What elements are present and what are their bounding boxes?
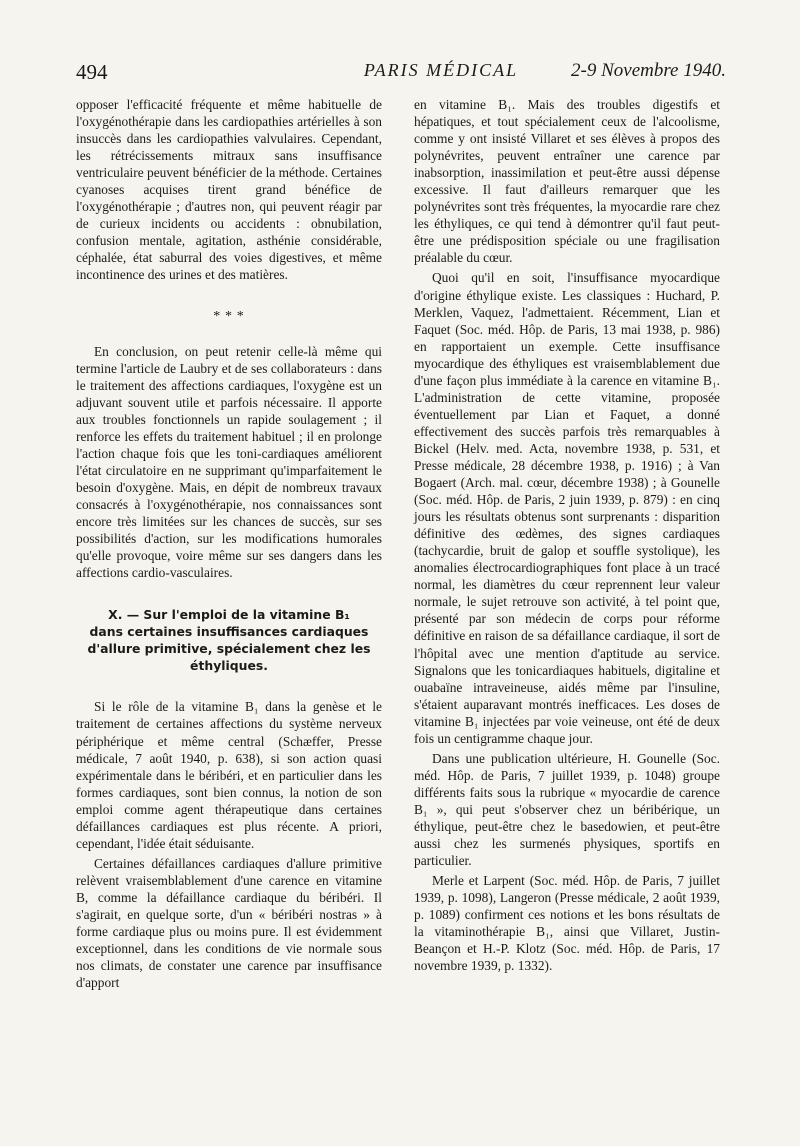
heading-line: d'allure primitive, spécialement chez les: [87, 640, 371, 656]
issue-date: 2-9 Novembre 1940.: [571, 60, 726, 81]
right-column: [414, 96, 720, 974]
section-separator: * * *: [213, 308, 245, 324]
paragraph: opposer l'efficacité fréquente et même habituelle de l'oxygénothérapie dans les cardiopathies artérielles à son insuccès dans les cardiopathies valvulaires. Cependant, les rétrécissements mitraux sans insuffisance ventriculaire peuvent bénéficier de la méthode. Certaines cyanoses acquises tirent grand bénéfice de l'oxygénothérapie ; d'autres non, qui peuvent réagir par de curieux incidents ou accidents : obnubilation, confusion mentale, agitation, asthénie considérable, céphalée, état saburral des voies digestives, et même incontinence des urines et des matières.: [76, 97, 382, 283]
paragraph: en vitamine B₁. Mais des troubles digestifs et hépatiques, et tout spécialement ceux de l'alcoolisme, comme y ont insisté Villaret et ses élèves à propos des polynévrites, peuvent entraîner une carence par inabsorption, inassimilation et peut-être aussi dépense excessive. Il faut d'ailleurs remarquer que les polynévrites sont très fréquentes, la myocardie rare chez les éthyliques, ce qui tend à démontrer qu'il faut peut-être une prédisposition spéciale ou une fragilisation préalable du cœur.: [414, 97, 720, 266]
page-number: 494: [76, 60, 108, 84]
paragraph: Quoi qu'il en soit, l'insuffisance myocardique d'origine éthylique existe. Les classiques : Huchard, P. Merklen, Vaquez, l'admettaient. Récemment, Lian et Faquet (Soc. méd. Hôp. de Paris, 13 mai 1938, p. 986) en rapportaient un exemple. Cette insuffisance myocardique des éthyliques est vraisemblablement due d'une façon plus immédiate à la carence en vitamine B₁. L'administration de cette vitamine, proposée éventuellement par Lian et Faquet, a donné effectivement des succès parfois très remarquables à Bickel (Helv. med. Acta, novembre 1938, p. 531, et Presse médicale, 28 décembre 1938, p. 1916) ; à Van Bogaert (Arch. mal. cœur, décembre 1938) ; à Gounelle (Soc. méd. Hôp. de Paris, 2 juin 1939, p. 879) : en cinq jours les résultats obtenus sont surprenants : disparition définitive des œdèmes, des signes cardiaques (tachycardie, bruit de galop et souffle systolique), les anomalies électrocardiographiques font place à un tracé normal, les diamètres du cœur reprennent leur valeur normale, le sujet retrouve son activité, à tel point que, présenté par son médecin de corps pour réforme définitive en raison de sa défaillance cardiaque, il sort de l'hôpital avec une mention d'aptitude au service. Signalons que les tonicardiaques habituels, digitaline et ouabaïne intraveineuse, aidés même par l'insuline, s'étaient auparavant montrés inefficaces. Les doses de vitamine B₁ injectées par voie veineuse, ont été de deux fois un centigramme chaque jour.: [414, 270, 720, 746]
section-heading: [76, 607, 382, 674]
paragraph: Si le rôle de la vitamine B₁ dans la genèse et le traitement de certaines affections du système nerveux périphérique et même central (Schæffer, Presse médicale, 7 août 1940, p. 638), si son action quasi expérimentale dans le béribéri, et en particulier dans les formes cardiaques, sont bien connus, la notion de son emploi comme agent thérapeutique dans certaines défaillances cardiaques est plus récente. A priori, cependant, l'idée était séduisante.: [76, 699, 382, 851]
paragraph: En conclusion, on peut retenir celle-là même qui termine l'article de Laubry et de ses collaborateurs : dans le traitement des affections cardiaques, l'oxygène est un adjuvant souvent utile et parfois nécessaire. Il apporte aux troubles fonctionnels un rapide soulagement ; il renforce les effets du traitement habituel ; il en prolonge l'action chaque fois que les toni-cardiaques améliorent l'état circulatoire en ne supprimant qu'imparfaitement le besoin d'oxygène. Mais, en dépit de nombreux travaux consacrés à l'oxygénothérapie, nos connaissances sont encore très limitées sur les chances de succès, sur ses possibilités d'action, sur les modifications humorales qu'elle provoque, voire même sur ses dangers dans les affections cardio-vasculaires.: [76, 343, 382, 581]
journal-title: PARIS MÉDICAL: [363, 60, 519, 80]
page-header: [76, 60, 726, 90]
paragraph: Dans une publication ultérieure, H. Gounelle (Soc. méd. Hôp. de Paris, 7 juillet 1939, p. 1048) groupe différents faits sous la rubrique « myocardie de carence B₁ », qui peut s'observer chez un béribérique, un éthylique, peut-être chez le basedowien, et peut-être aussi chez les surmenés physiques, sportifs en particulier.: [414, 750, 720, 869]
paragraph: Merle et Larpent (Soc. méd. Hôp. de Paris, 7 juillet 1939, p. 1098), Langeron (Presse médicale, 2 août 1939, p. 1089) confirment ces notions et les bons résultats de la vitaminothérapie B₁, ainsi que Villaret, Justin-Beançon et H.-P. Klotz (Soc. méd. Hôp. de Paris, 17 novembre 1939, p. 1332).: [414, 873, 720, 974]
left-column: [76, 96, 382, 991]
heading-line: dans certaines insuffisances cardiaques: [89, 624, 369, 640]
paragraph: Certaines défaillances cardiaques d'allure primitive relèvent vraisemblablement d'une carence en vitamine B, comme la défaillance cardiaque du béribéri. Il s'agirait, en quelque sorte, d'un « béribéri nostras » à forme cardiaque plus ou moins pure. Il est évidemment exceptionnel, dans les conditions de vie normale sous nos climats, de constater une carence par insuffisance d'apport: [76, 855, 382, 991]
heading-line: éthyliques.: [190, 657, 268, 673]
heading-line: X. — Sur l'emploi de la vitamine B₁: [108, 607, 350, 623]
